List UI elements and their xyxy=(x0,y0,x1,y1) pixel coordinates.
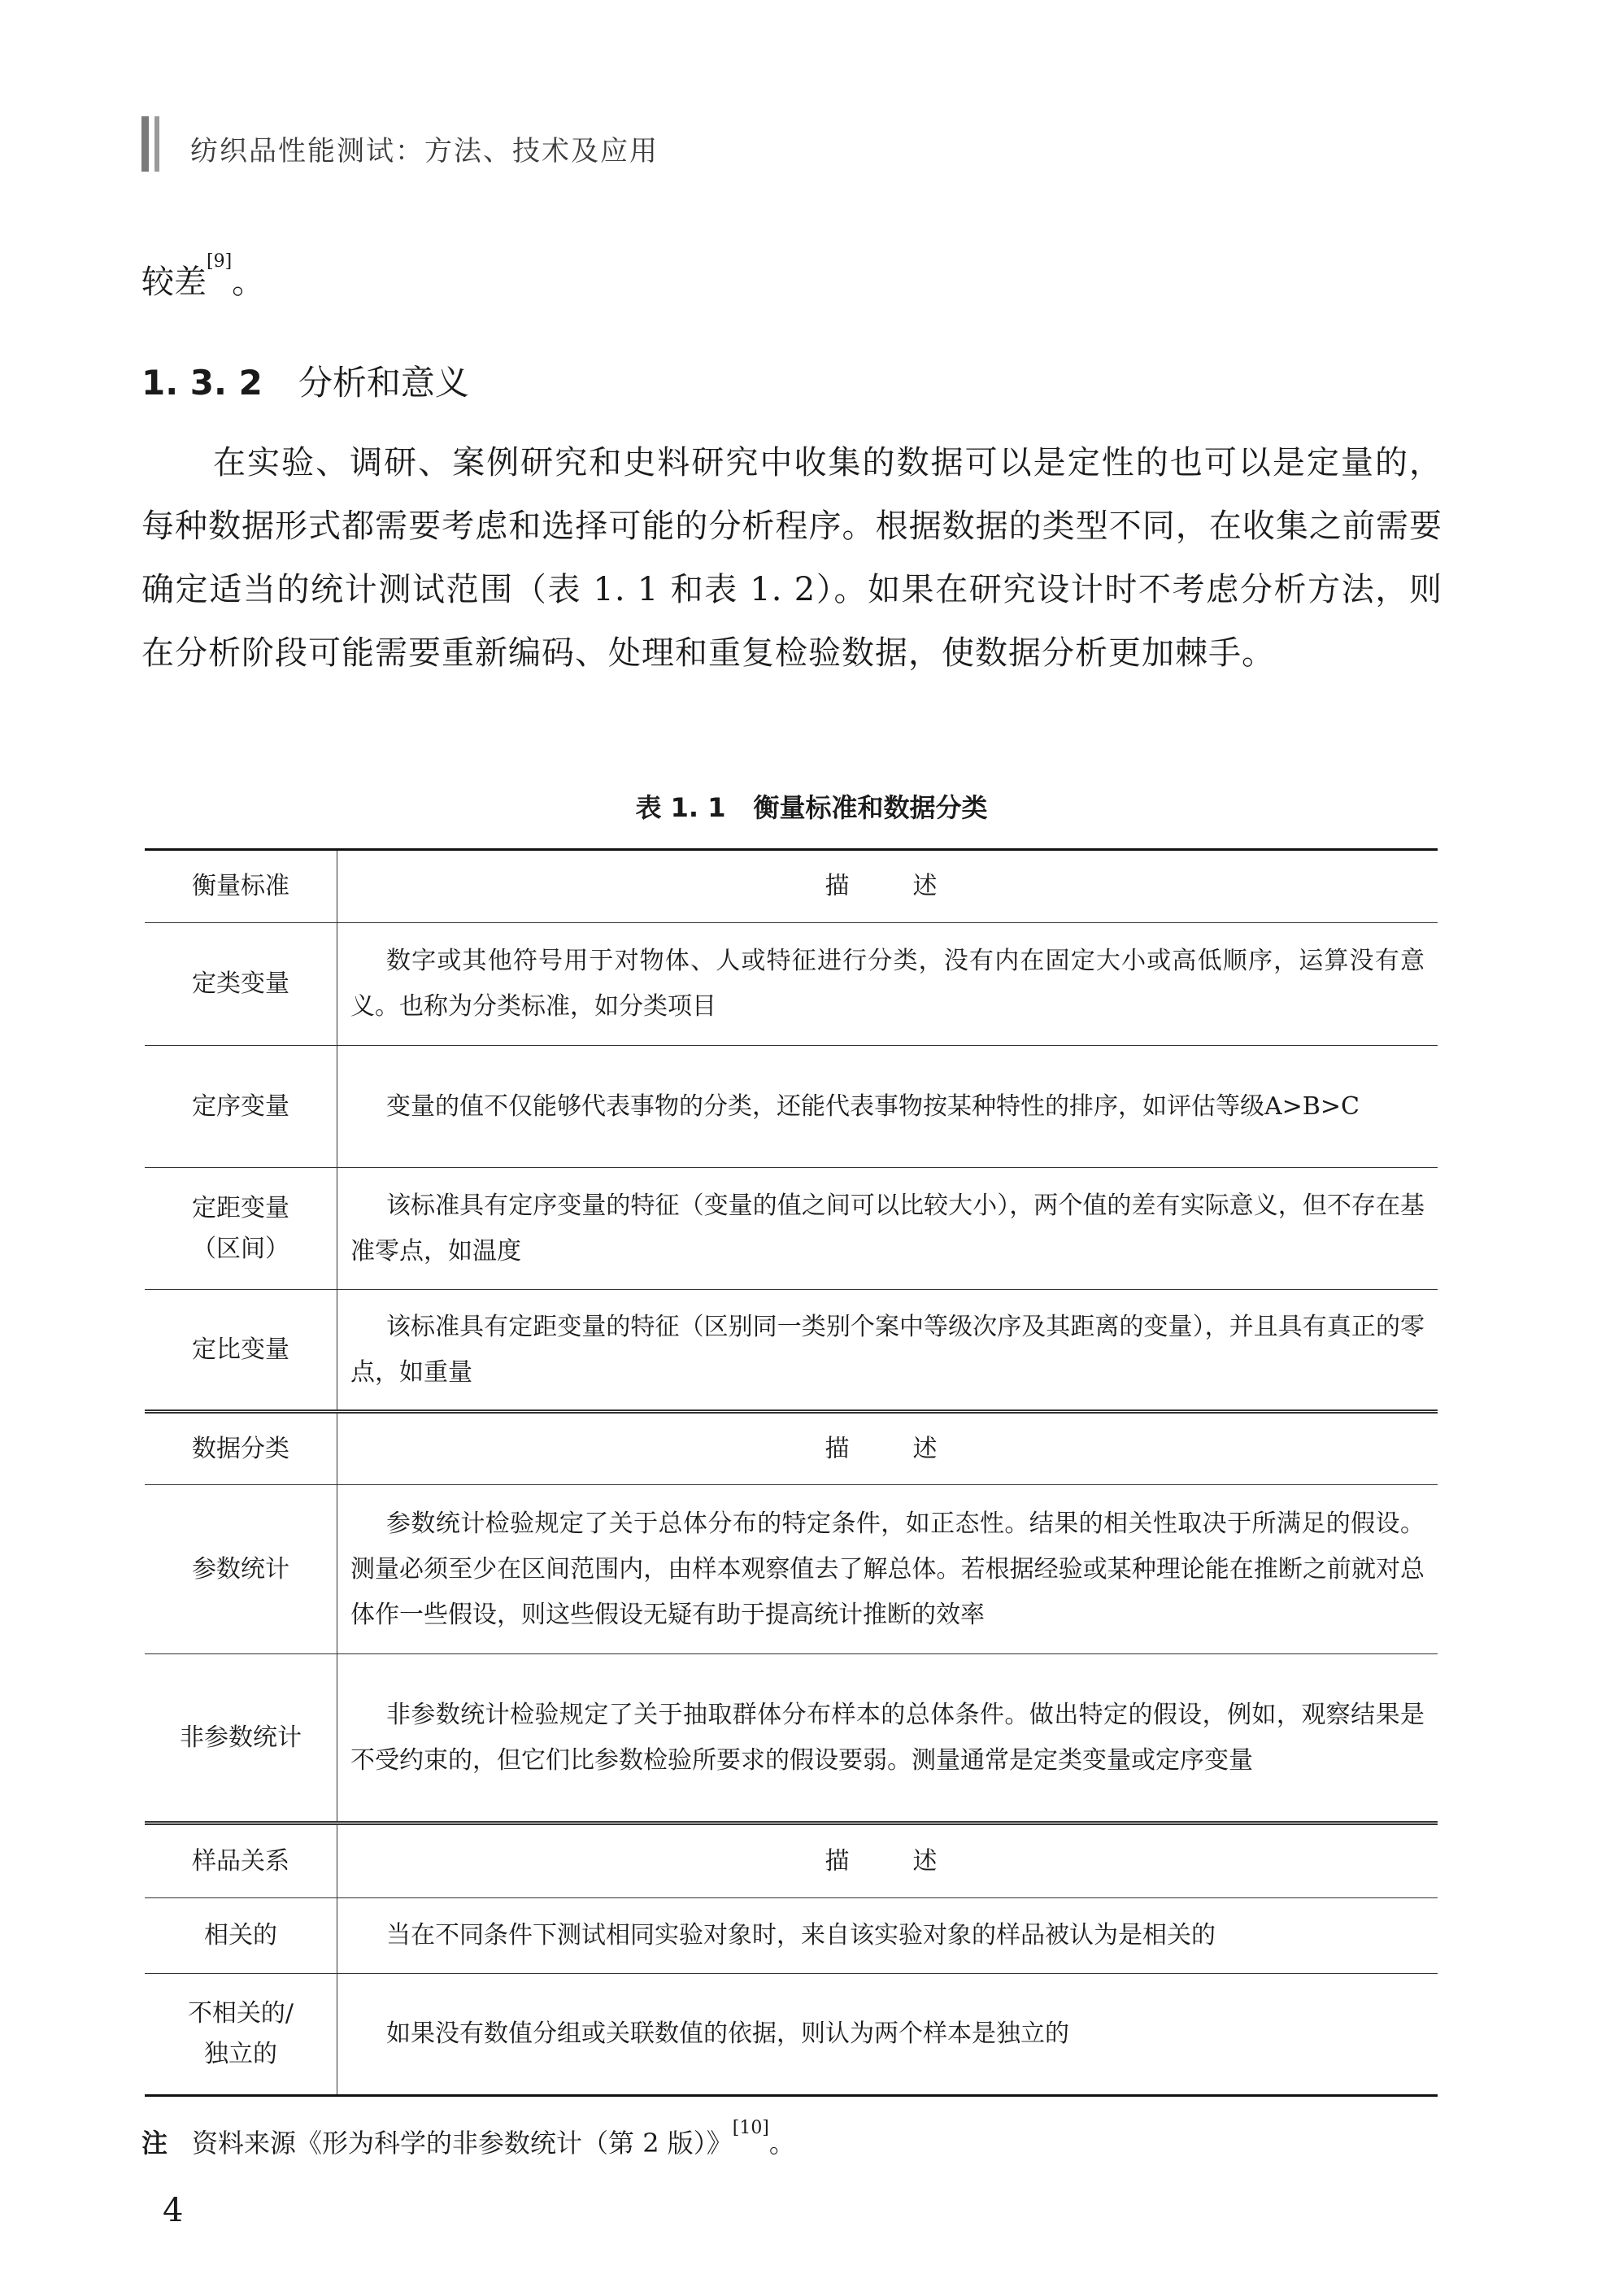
row-label: 定距变量 （区间） xyxy=(145,1168,337,1290)
note-text: 资料来源《形为科学的非参数统计（第 2 版）》 xyxy=(192,2128,733,2159)
row-label: 定类变量 xyxy=(145,923,337,1046)
table-caption xyxy=(0,787,1623,825)
section-header-left: 衡量标准 xyxy=(145,850,337,923)
table-section-header xyxy=(145,850,1438,923)
row-label: 定序变量 xyxy=(145,1046,337,1168)
body-paragraph: 在实验、调研、案例研究和史料研究中收集的数据可以是定性的也可以是定量的，每种数据形式都需要考虑和选择可能的分析程序。根据数据的类型不同，在收集之前需要确定适当的统计测试范围（表 1. 1 和表 1. 2）。如果在研究设计时不考虑分析方法，则在分析阶段可能需要重新编码、处理和重复检验数据，使数据分析更加棘手。 xyxy=(141,444,1442,672)
row-description: 参数统计检验规定了关于总体分布的特定条件，如正态性。结果的相关性取决于所满足的假设。测量必须至少在区间范围内，由样本观察值去了解总体。若根据经验或某种理论能在推断之前就对总体作一些假设，则这些假设无疑有助于提高统计推断的效率 xyxy=(337,1485,1438,1654)
table-title: 衡量标准和数据分类 xyxy=(753,792,988,823)
section-header-right: 描述 xyxy=(337,1823,1438,1898)
table-row xyxy=(145,1974,1438,2096)
continuation-text: 较差[9]。 xyxy=(141,251,265,301)
table-row xyxy=(145,1654,1438,1823)
row-label: 参数统计 xyxy=(145,1485,337,1654)
table-row xyxy=(145,923,1438,1046)
row-description: 非参数统计检验规定了关于抽取群体分布样本的总体条件。做出特定的假设，例如，观察结果是不受约束的，但它们比参数检验所要求的假设要弱。测量通常是定类变量或定序变量 xyxy=(337,1654,1438,1823)
row-description: 当在不同条件下测试相同实验对象时，来自该实验对象的样品被认为是相关的 xyxy=(337,1898,1438,1974)
section-header-right: 描述 xyxy=(337,850,1438,923)
table-row xyxy=(145,1898,1438,1974)
section-title: 分析和意义 xyxy=(298,363,469,403)
row-label: 相关的 xyxy=(145,1898,337,1974)
table-section-header xyxy=(145,1412,1438,1485)
table-section-header xyxy=(145,1823,1438,1898)
citation-ref: [9] xyxy=(207,251,233,272)
row-description: 如果没有数值分组或关联数值的依据，则认为两个样本是独立的 xyxy=(337,1974,1438,2096)
table-row xyxy=(145,1290,1438,1412)
row-label: 非参数统计 xyxy=(145,1654,337,1823)
header-rule-thin xyxy=(154,116,159,172)
row-description: 数字或其他符号用于对物体、人或特征进行分类，没有内在固定大小或高低顺序，运算没有意义。也称为分类标准，如分类项目 xyxy=(337,923,1438,1046)
header-rule-thick xyxy=(141,116,149,172)
citation-ref: [10] xyxy=(732,2118,769,2138)
row-label: 不相关的/ 独立的 xyxy=(145,1974,337,2096)
table-number: 表 1. 1 xyxy=(635,792,726,823)
table-row xyxy=(145,1168,1438,1290)
section-header-left: 数据分类 xyxy=(145,1412,337,1485)
section-number: 1. 3. 2 xyxy=(141,363,263,403)
table-note: 注 资料来源《形为科学的非参数统计（第 2 版）》[10]。 xyxy=(141,2118,795,2159)
row-label: 定比变量 xyxy=(145,1290,337,1412)
section-heading xyxy=(141,356,469,405)
table-row xyxy=(145,1046,1438,1168)
data-table xyxy=(145,848,1438,2097)
row-description: 变量的值不仅能够代表事物的分类，还能代表事物按某种特性的排序，如评估等级A>B>C xyxy=(337,1046,1438,1168)
note-label: 注 xyxy=(141,2128,168,2159)
page-number: 4 xyxy=(163,2192,184,2229)
running-header-title: 纺织品性能测试：方法、技术及应用 xyxy=(190,135,659,168)
table-row xyxy=(145,1485,1438,1654)
section-header-left: 样品关系 xyxy=(145,1823,337,1898)
row-description: 该标准具有定距变量的特征（区别同一类别个案中等级次序及其距离的变量），并且具有真正的零点，如重量 xyxy=(337,1290,1438,1412)
section-header-right: 描述 xyxy=(337,1412,1438,1485)
row-description: 该标准具有定序变量的特征（变量的值之间可以比较大小），两个值的差有实际意义，但不存在基准零点，如温度 xyxy=(337,1168,1438,1290)
